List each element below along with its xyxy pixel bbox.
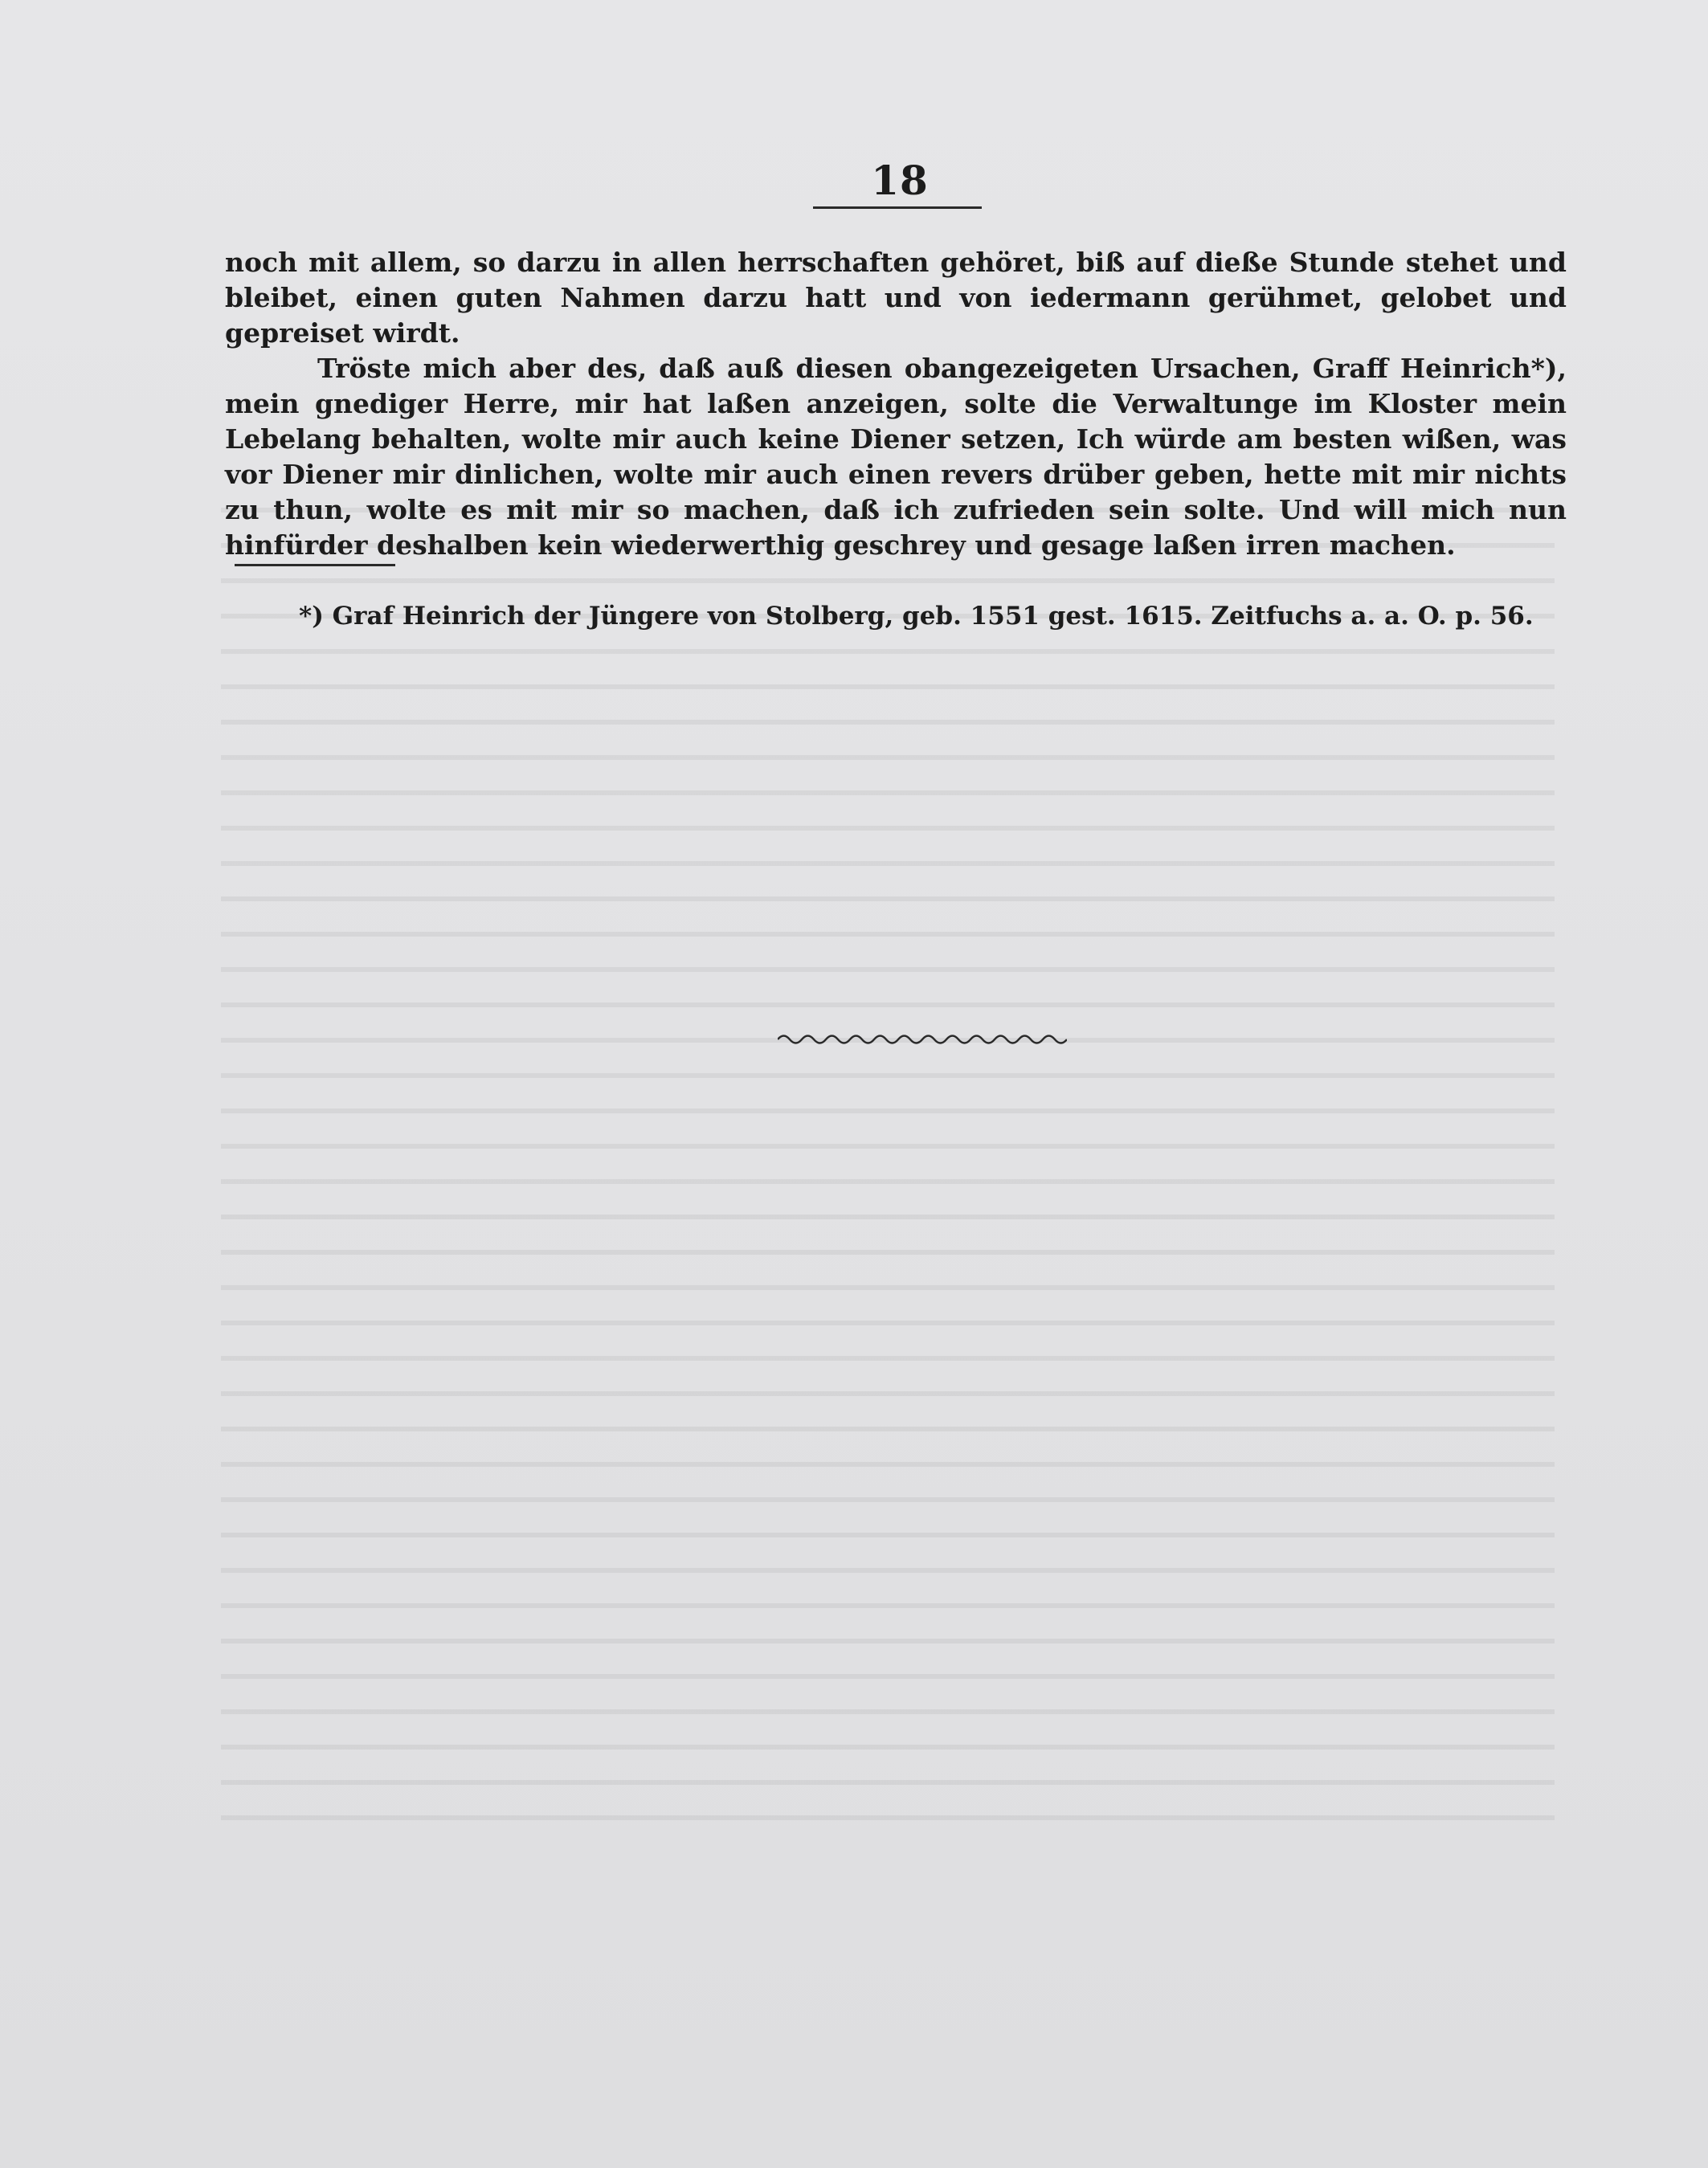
- page-number: 18: [871, 157, 929, 204]
- wavy-ornament: [778, 1031, 1067, 1048]
- footnote-rule: [235, 564, 395, 566]
- footnote: *) Graf Heinrich der Jüngere von Stolberg, geb. 1551 gest. 1615. Zeitfuchs a. a. O. p. 56.: [299, 602, 1534, 631]
- bleed-through-texture: [221, 490, 1555, 1831]
- paragraph-1: noch mit allem, so darzu in allen herrschaften gehöret, biß auf dieße Stunde stehet und bleibet, einen guten Nahmen darzu hatt und von iedermann gerühmet, gelobet und gepreiset wirdt.: [225, 247, 1567, 349]
- body-text: [225, 245, 1567, 563]
- header-rule: [813, 206, 982, 209]
- paragraph-2: Tröste mich aber des, daß auß diesen obangezeigeten Ursachen, Graff Heinrich*), mein gnediger Herre, mir hat laßen anzeigen, solte die Verwaltunge im Kloster mein Lebelang behalten, wolte mir auch keine Diener setzen, Ich würde am besten wißen, was vor Diener mir dinlichen, wolte mir auch einen revers drüber geben, hette mit mir nichts zu thun, wolte es mit mir so machen, daß ich zufrieden sein solte. Und will mich nun hinfürder deshalben kein wiederwerthig geschrey und gesage laßen irren machen.: [225, 353, 1567, 561]
